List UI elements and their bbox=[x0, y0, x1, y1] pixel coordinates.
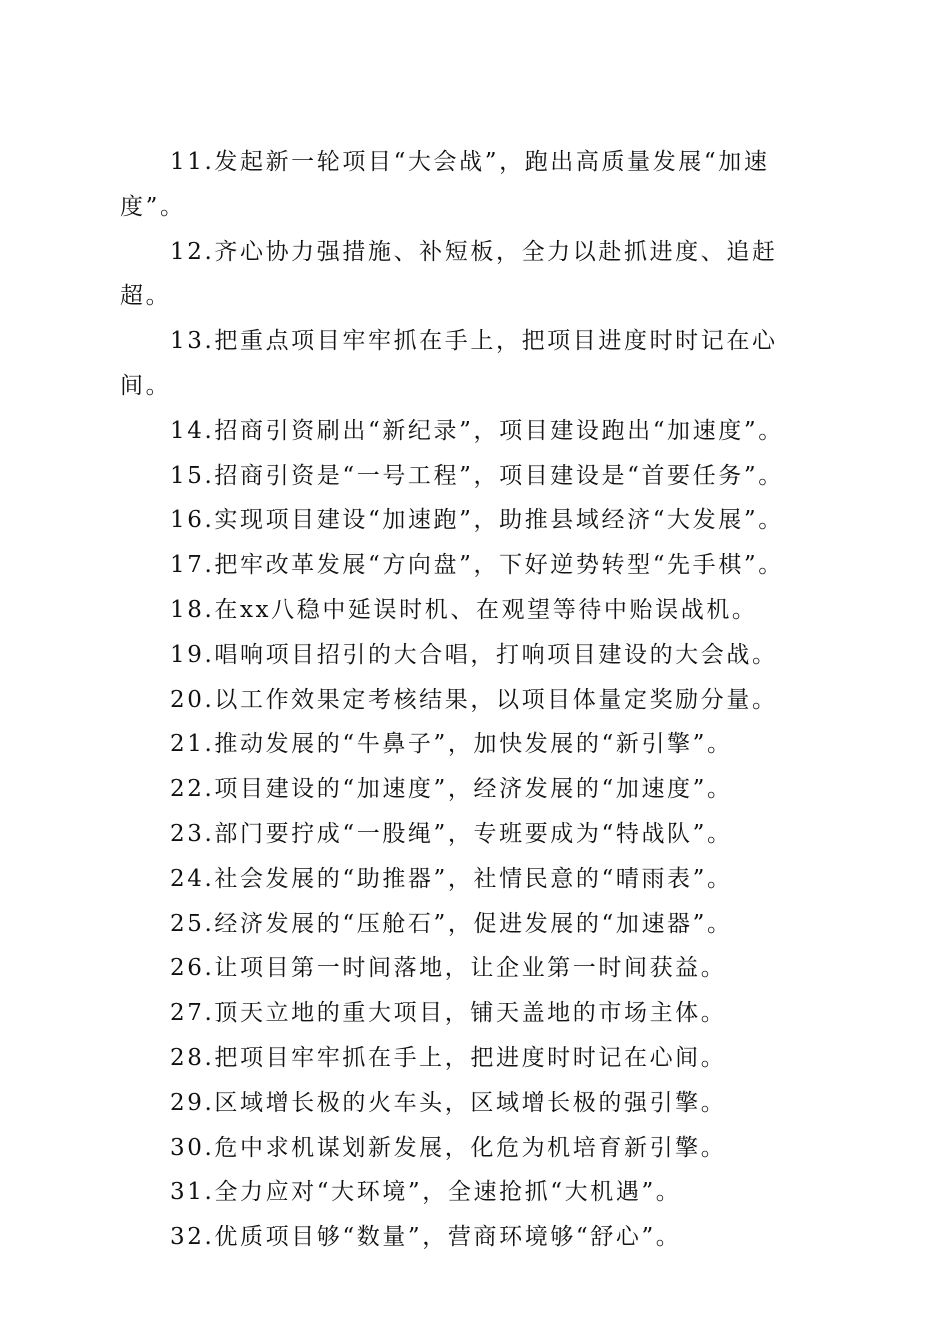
document-body bbox=[120, 140, 820, 1260]
list-item: 26.让项目第一时间落地，让企业第一时间获益。 bbox=[170, 955, 727, 982]
list-item: 28.把项目牢牢抓在手上，把进度时时记在心间。 bbox=[170, 1044, 727, 1071]
list-item: 12.齐心协力强措施、补短板，全力以赴抓进度、追赶超。 bbox=[120, 238, 778, 310]
list-item: 22.项目建设的“加速度”，经济发展的“加速度”。 bbox=[170, 776, 733, 803]
list-item: 21.推动发展的“牛鼻子”，加快发展的“新引擎”。 bbox=[170, 731, 733, 758]
list-item: 15.招商引资是“一号工程”，项目建设是“首要任务”。 bbox=[170, 462, 784, 489]
list-item: 14.招商引资刷出“新纪录”，项目建设跑出“加速度”。 bbox=[170, 417, 784, 444]
list-item: 24.社会发展的“助推器”，社情民意的“晴雨表”。 bbox=[170, 865, 733, 892]
list-item: 29.区域增长极的火车头，区域增长极的强引擎。 bbox=[170, 1089, 727, 1116]
list-item: 30.危中求机谋划新发展，化危为机培育新引擎。 bbox=[170, 1134, 727, 1161]
list-item: 17.把牢改革发展“方向盘”，下好逆势转型“先手棋”。 bbox=[170, 552, 784, 579]
list-item: 25.经济发展的“压舱石”，促进发展的“加速器”。 bbox=[170, 910, 733, 937]
list-item: 32.优质项目够“数量”，营商环境够“舒心”。 bbox=[170, 1224, 682, 1251]
list-item: 19.唱响项目招引的大合唱，打响项目建设的大会战。 bbox=[170, 641, 778, 668]
list-item: 23.部门要拧成“一股绳”，专班要成为“特战队”。 bbox=[170, 820, 733, 847]
list-item: 20.以工作效果定考核结果，以项目体量定奖励分量。 bbox=[170, 686, 778, 713]
list-item: 16.实现项目建设“加速跑”，助推县域经济“大发展”。 bbox=[170, 507, 784, 534]
list-item: 13.把重点项目牢牢抓在手上，把项目进度时时记在心间。 bbox=[120, 328, 778, 399]
list-item: 18.在xx八稳中延误时机、在观望等待中贻误战机。 bbox=[170, 596, 758, 623]
list-item: 11.发起新一轮项目“大会战”，跑出高质量发展“加速度”。 bbox=[120, 149, 770, 220]
list-item: 27.顶天立地的重大项目，铺天盖地的市场主体。 bbox=[170, 1000, 727, 1027]
list-item: 31.全力应对“大环境”，全速抢抓“大机遇”。 bbox=[170, 1179, 682, 1206]
